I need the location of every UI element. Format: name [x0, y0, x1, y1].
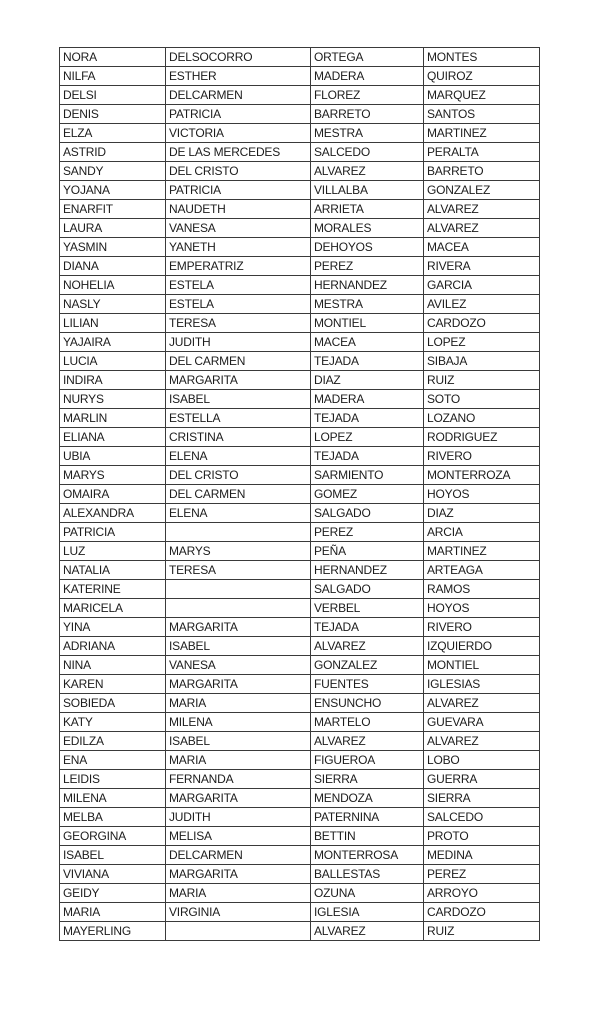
first-name-cell: ADRIANA — [60, 637, 166, 656]
middle-name-cell: MARGARITA — [166, 789, 311, 808]
middle-name-cell — [166, 580, 311, 599]
table-row — [60, 846, 540, 865]
second-surname-cell: ALVAREZ — [424, 694, 540, 713]
second-surname-cell: ALVAREZ — [424, 200, 540, 219]
middle-name-cell — [166, 599, 311, 618]
first-name-cell: YASMIN — [60, 238, 166, 257]
first-surname-cell: PEREZ — [311, 523, 424, 542]
table-row — [60, 580, 540, 599]
first-name-cell: PATRICIA — [60, 523, 166, 542]
table-row — [60, 48, 540, 67]
middle-name-cell: VIRGINIA — [166, 903, 311, 922]
second-surname-cell: HOYOS — [424, 485, 540, 504]
middle-name-cell: MELISA — [166, 827, 311, 846]
second-surname-cell: PEREZ — [424, 865, 540, 884]
second-surname-cell: GUEVARA — [424, 713, 540, 732]
first-name-cell: NASLY — [60, 295, 166, 314]
first-surname-cell: ALVAREZ — [311, 162, 424, 181]
table-row — [60, 447, 540, 466]
first-name-cell: UBIA — [60, 447, 166, 466]
table-row — [60, 390, 540, 409]
second-surname-cell: IZQUIERDO — [424, 637, 540, 656]
first-name-cell: DELSI — [60, 86, 166, 105]
second-surname-cell: SOTO — [424, 390, 540, 409]
first-name-cell: MARLIN — [60, 409, 166, 428]
table-row — [60, 86, 540, 105]
first-name-cell: SANDY — [60, 162, 166, 181]
first-name-cell: LUCIA — [60, 352, 166, 371]
first-name-cell: YOJANA — [60, 181, 166, 200]
first-name-cell: EDILZA — [60, 732, 166, 751]
first-surname-cell: TEJADA — [311, 447, 424, 466]
middle-name-cell: ISABEL — [166, 390, 311, 409]
middle-name-cell: MARIA — [166, 694, 311, 713]
first-name-cell: NORA — [60, 48, 166, 67]
middle-name-cell: ELENA — [166, 504, 311, 523]
first-surname-cell: MADERA — [311, 390, 424, 409]
first-surname-cell: TEJADA — [311, 618, 424, 637]
middle-name-cell — [166, 523, 311, 542]
middle-name-cell: ELENA — [166, 447, 311, 466]
table-row — [60, 618, 540, 637]
table-row — [60, 485, 540, 504]
first-surname-cell: DIAZ — [311, 371, 424, 390]
first-surname-cell: MENDOZA — [311, 789, 424, 808]
first-name-cell: ELZA — [60, 124, 166, 143]
table-row — [60, 751, 540, 770]
second-surname-cell: MARQUEZ — [424, 86, 540, 105]
second-surname-cell: ALVAREZ — [424, 732, 540, 751]
second-surname-cell: LOZANO — [424, 409, 540, 428]
second-surname-cell: MONTES — [424, 48, 540, 67]
table-row — [60, 371, 540, 390]
table-row — [60, 181, 540, 200]
middle-name-cell: PATRICIA — [166, 181, 311, 200]
first-name-cell: MELBA — [60, 808, 166, 827]
first-name-cell: OMAIRA — [60, 485, 166, 504]
second-surname-cell: MEDINA — [424, 846, 540, 865]
middle-name-cell: TERESA — [166, 561, 311, 580]
first-surname-cell: MONTERROSA — [311, 846, 424, 865]
middle-name-cell: DEL CRISTO — [166, 162, 311, 181]
table-row — [60, 599, 540, 618]
first-name-cell: NATALIA — [60, 561, 166, 580]
table-row — [60, 428, 540, 447]
middle-name-cell: DELCARMEN — [166, 846, 311, 865]
table-row — [60, 694, 540, 713]
first-name-cell: NURYS — [60, 390, 166, 409]
first-name-cell: NILFA — [60, 67, 166, 86]
first-surname-cell: ALVAREZ — [311, 922, 424, 941]
second-surname-cell: DIAZ — [424, 504, 540, 523]
table-row — [60, 865, 540, 884]
second-surname-cell: MONTIEL — [424, 656, 540, 675]
second-surname-cell: MACEA — [424, 238, 540, 257]
first-surname-cell: ALVAREZ — [311, 637, 424, 656]
second-surname-cell: ARCIA — [424, 523, 540, 542]
first-name-cell: MARIA — [60, 903, 166, 922]
middle-name-cell: ISABEL — [166, 637, 311, 656]
table-row — [60, 219, 540, 238]
first-name-cell: KAREN — [60, 675, 166, 694]
first-name-cell: ALEXANDRA — [60, 504, 166, 523]
first-name-cell: MILENA — [60, 789, 166, 808]
table-row — [60, 333, 540, 352]
middle-name-cell: MARIA — [166, 751, 311, 770]
middle-name-cell: MARGARITA — [166, 371, 311, 390]
second-surname-cell: SIERRA — [424, 789, 540, 808]
second-surname-cell: ARTEAGA — [424, 561, 540, 580]
first-surname-cell: FIGUEROA — [311, 751, 424, 770]
middle-name-cell: MARIA — [166, 884, 311, 903]
first-surname-cell: SALCEDO — [311, 143, 424, 162]
table-row — [60, 770, 540, 789]
first-surname-cell: SALGADO — [311, 504, 424, 523]
middle-name-cell: JUDITH — [166, 808, 311, 827]
first-name-cell: MAYERLING — [60, 922, 166, 941]
second-surname-cell: CARDOZO — [424, 314, 540, 333]
table-row — [60, 637, 540, 656]
second-surname-cell: IGLESIAS — [424, 675, 540, 694]
table-row — [60, 105, 540, 124]
first-name-cell: YAJAIRA — [60, 333, 166, 352]
first-surname-cell: ALVAREZ — [311, 732, 424, 751]
table-row — [60, 466, 540, 485]
middle-name-cell: FERNANDA — [166, 770, 311, 789]
middle-name-cell: ESTELA — [166, 276, 311, 295]
second-surname-cell: SANTOS — [424, 105, 540, 124]
first-surname-cell: MARTELO — [311, 713, 424, 732]
first-name-cell: DENIS — [60, 105, 166, 124]
first-surname-cell: MORALES — [311, 219, 424, 238]
first-surname-cell: ORTEGA — [311, 48, 424, 67]
table-row — [60, 143, 540, 162]
second-surname-cell: RUIZ — [424, 371, 540, 390]
second-surname-cell: LOPEZ — [424, 333, 540, 352]
table-row — [60, 675, 540, 694]
middle-name-cell: MARGARITA — [166, 675, 311, 694]
first-name-cell: LILIAN — [60, 314, 166, 333]
second-surname-cell: LOBO — [424, 751, 540, 770]
table-row — [60, 314, 540, 333]
first-surname-cell: MACEA — [311, 333, 424, 352]
first-surname-cell: HERNANDEZ — [311, 276, 424, 295]
first-name-cell: GEORGINA — [60, 827, 166, 846]
first-surname-cell: MADERA — [311, 67, 424, 86]
table-row — [60, 67, 540, 86]
first-name-cell: MARYS — [60, 466, 166, 485]
second-surname-cell: MARTINEZ — [424, 124, 540, 143]
middle-name-cell: MILENA — [166, 713, 311, 732]
first-name-cell: NOHELIA — [60, 276, 166, 295]
middle-name-cell: ISABEL — [166, 732, 311, 751]
first-surname-cell: SIERRA — [311, 770, 424, 789]
table-row — [60, 656, 540, 675]
middle-name-cell: CRISTINA — [166, 428, 311, 447]
first-surname-cell: PEREZ — [311, 257, 424, 276]
table-row — [60, 276, 540, 295]
second-surname-cell: RIVERA — [424, 257, 540, 276]
first-surname-cell: SARMIENTO — [311, 466, 424, 485]
second-surname-cell: ARROYO — [424, 884, 540, 903]
middle-name-cell: YANETH — [166, 238, 311, 257]
middle-name-cell: DELCARMEN — [166, 86, 311, 105]
second-surname-cell: QUIROZ — [424, 67, 540, 86]
middle-name-cell: DEL CARMEN — [166, 485, 311, 504]
first-surname-cell: MESTRA — [311, 124, 424, 143]
table-row — [60, 257, 540, 276]
first-surname-cell: PATERNINA — [311, 808, 424, 827]
first-name-cell: KATERINE — [60, 580, 166, 599]
table-row — [60, 409, 540, 428]
first-name-cell: ENA — [60, 751, 166, 770]
table-row — [60, 542, 540, 561]
table-row — [60, 561, 540, 580]
first-surname-cell: PEÑA — [311, 542, 424, 561]
second-surname-cell: GARCIA — [424, 276, 540, 295]
first-name-cell: LEIDIS — [60, 770, 166, 789]
middle-name-cell: DELSOCORRO — [166, 48, 311, 67]
first-name-cell: YINA — [60, 618, 166, 637]
middle-name-cell: ESTELA — [166, 295, 311, 314]
second-surname-cell: ALVAREZ — [424, 219, 540, 238]
middle-name-cell: ESTHER — [166, 67, 311, 86]
table-row — [60, 808, 540, 827]
second-surname-cell: GONZALEZ — [424, 181, 540, 200]
table-row — [60, 504, 540, 523]
second-surname-cell: CARDOZO — [424, 903, 540, 922]
second-surname-cell: RIVERO — [424, 618, 540, 637]
first-name-cell: KATY — [60, 713, 166, 732]
first-surname-cell: BETTIN — [311, 827, 424, 846]
first-name-cell: INDIRA — [60, 371, 166, 390]
first-surname-cell: ARRIETA — [311, 200, 424, 219]
first-name-cell: ENARFIT — [60, 200, 166, 219]
first-surname-cell: HERNANDEZ — [311, 561, 424, 580]
second-surname-cell: MONTERROZA — [424, 466, 540, 485]
first-name-cell: MARICELA — [60, 599, 166, 618]
second-surname-cell: SIBAJA — [424, 352, 540, 371]
first-surname-cell: LOPEZ — [311, 428, 424, 447]
second-surname-cell: RODRIGUEZ — [424, 428, 540, 447]
second-surname-cell: RIVERO — [424, 447, 540, 466]
first-surname-cell: OZUNA — [311, 884, 424, 903]
first-name-cell: ELIANA — [60, 428, 166, 447]
middle-name-cell: ESTELLA — [166, 409, 311, 428]
first-surname-cell: FUENTES — [311, 675, 424, 694]
first-surname-cell: GOMEZ — [311, 485, 424, 504]
middle-name-cell: EMPERATRIZ — [166, 257, 311, 276]
first-name-cell: LAURA — [60, 219, 166, 238]
table-row — [60, 238, 540, 257]
first-surname-cell: FLOREZ — [311, 86, 424, 105]
first-surname-cell: ENSUNCHO — [311, 694, 424, 713]
first-name-cell: GEIDY — [60, 884, 166, 903]
table-row — [60, 903, 540, 922]
middle-name-cell: TERESA — [166, 314, 311, 333]
middle-name-cell: MARYS — [166, 542, 311, 561]
second-surname-cell: AVILEZ — [424, 295, 540, 314]
table-row — [60, 523, 540, 542]
second-surname-cell: PROTO — [424, 827, 540, 846]
first-surname-cell: TEJADA — [311, 409, 424, 428]
first-surname-cell: TEJADA — [311, 352, 424, 371]
second-surname-cell: RUIZ — [424, 922, 540, 941]
table-row — [60, 827, 540, 846]
middle-name-cell: NAUDETH — [166, 200, 311, 219]
first-surname-cell: DEHOYOS — [311, 238, 424, 257]
table-row — [60, 713, 540, 732]
table-row — [60, 124, 540, 143]
middle-name-cell — [166, 922, 311, 941]
names-table — [59, 47, 540, 941]
middle-name-cell: VANESA — [166, 656, 311, 675]
first-surname-cell: SALGADO — [311, 580, 424, 599]
middle-name-cell: PATRICIA — [166, 105, 311, 124]
first-surname-cell: BARRETO — [311, 105, 424, 124]
table-row — [60, 732, 540, 751]
table-row — [60, 789, 540, 808]
middle-name-cell: MARGARITA — [166, 865, 311, 884]
middle-name-cell: DEL CARMEN — [166, 352, 311, 371]
middle-name-cell: VICTORIA — [166, 124, 311, 143]
names-table-body — [60, 48, 540, 941]
first-name-cell: ASTRID — [60, 143, 166, 162]
first-surname-cell: IGLESIA — [311, 903, 424, 922]
second-surname-cell: SALCEDO — [424, 808, 540, 827]
second-surname-cell: MARTINEZ — [424, 542, 540, 561]
table-row — [60, 922, 540, 941]
first-name-cell: NINA — [60, 656, 166, 675]
second-surname-cell: BARRETO — [424, 162, 540, 181]
table-row — [60, 352, 540, 371]
second-surname-cell: PERALTA — [424, 143, 540, 162]
middle-name-cell: JUDITH — [166, 333, 311, 352]
first-surname-cell: BALLESTAS — [311, 865, 424, 884]
table-row — [60, 162, 540, 181]
middle-name-cell: MARGARITA — [166, 618, 311, 637]
middle-name-cell: DEL CRISTO — [166, 466, 311, 485]
table-row — [60, 295, 540, 314]
first-name-cell: SOBIEDA — [60, 694, 166, 713]
second-surname-cell: GUERRA — [424, 770, 540, 789]
first-name-cell: ISABEL — [60, 846, 166, 865]
first-name-cell: DIANA — [60, 257, 166, 276]
second-surname-cell: HOYOS — [424, 599, 540, 618]
middle-name-cell: DE LAS MERCEDES — [166, 143, 311, 162]
first-surname-cell: VERBEL — [311, 599, 424, 618]
first-name-cell: LUZ — [60, 542, 166, 561]
first-surname-cell: GONZALEZ — [311, 656, 424, 675]
second-surname-cell: RAMOS — [424, 580, 540, 599]
first-surname-cell: VILLALBA — [311, 181, 424, 200]
table-row — [60, 884, 540, 903]
table-row — [60, 200, 540, 219]
first-name-cell: VIVIANA — [60, 865, 166, 884]
middle-name-cell: VANESA — [166, 219, 311, 238]
first-surname-cell: MESTRA — [311, 295, 424, 314]
first-surname-cell: MONTIEL — [311, 314, 424, 333]
